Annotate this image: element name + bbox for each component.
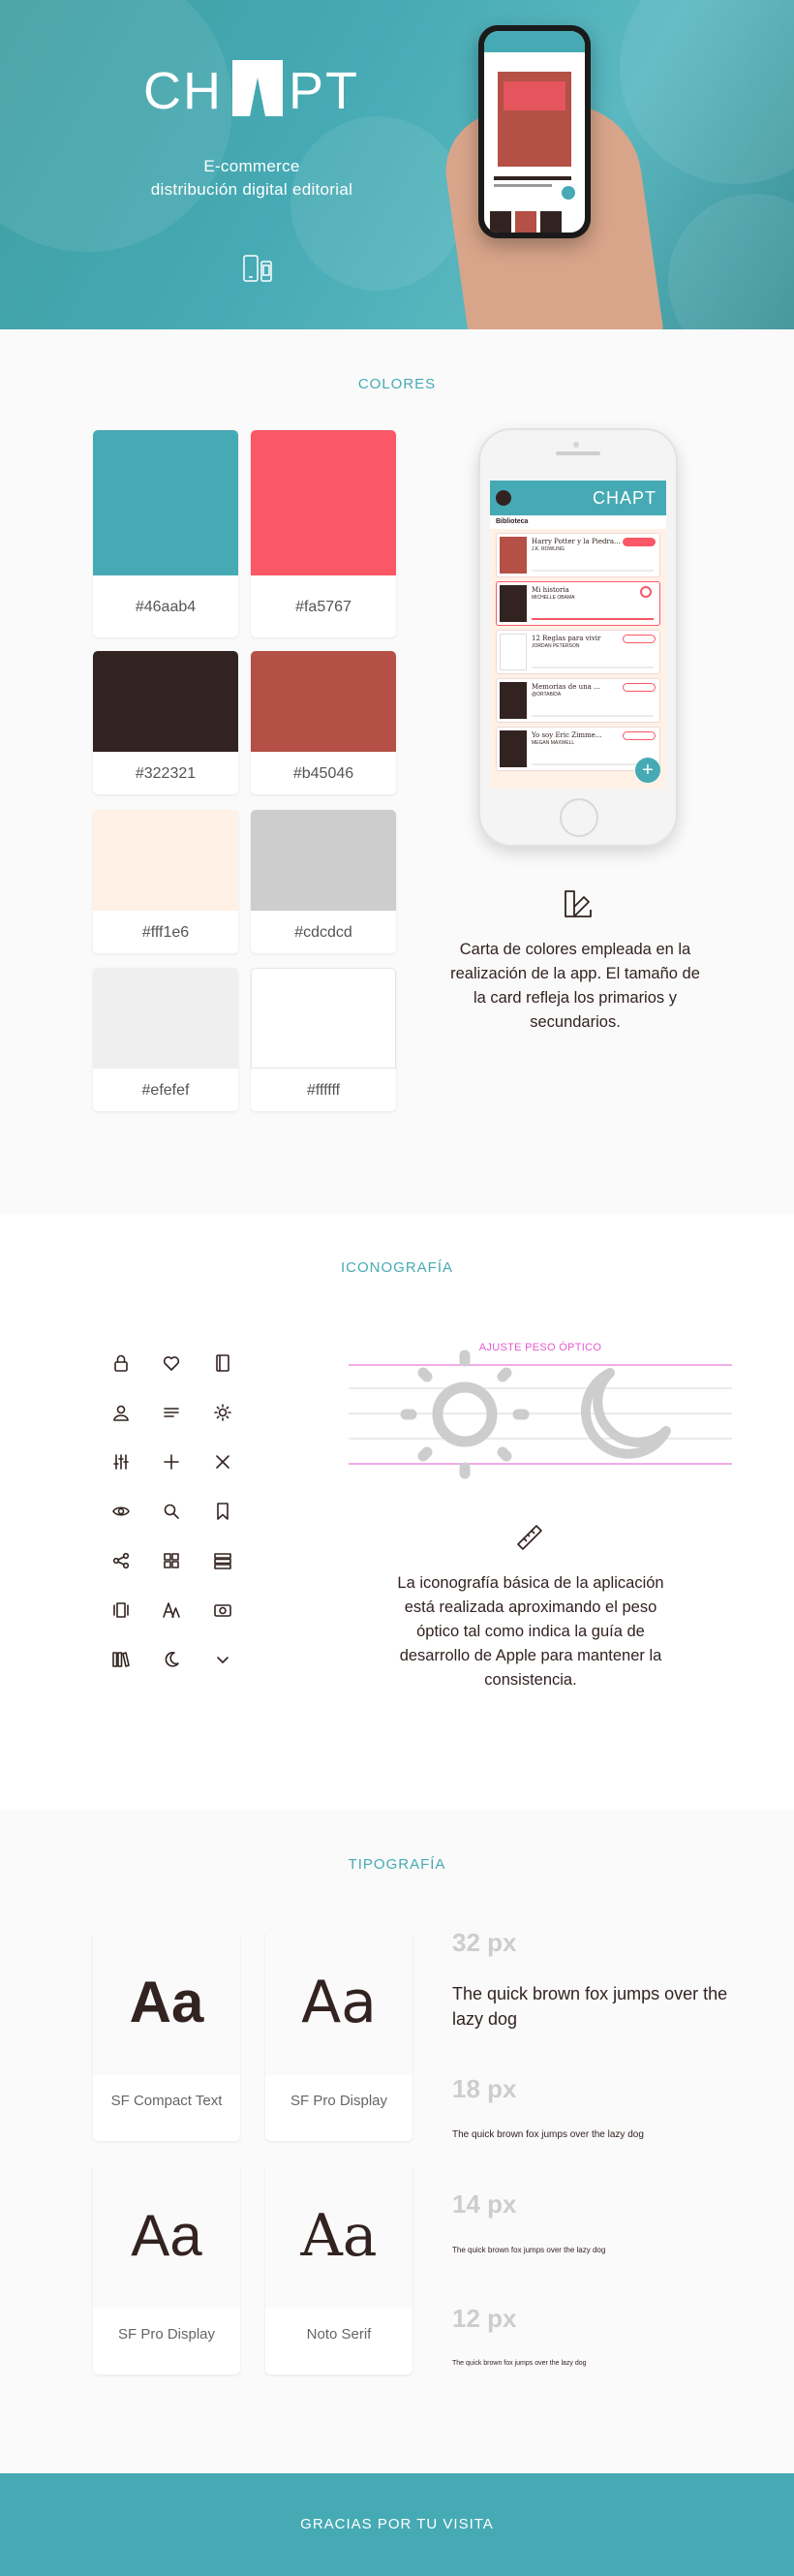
book-title: Mi historia bbox=[532, 586, 569, 594]
book-title: Harry Potter y la Piedra... bbox=[532, 538, 621, 545]
color-swatch-card bbox=[251, 430, 396, 637]
colors-section-title: COLORES bbox=[357, 376, 437, 392]
book-card[interactable] bbox=[496, 533, 660, 577]
sun-icon bbox=[406, 1355, 524, 1474]
font-sample: Aa bbox=[93, 1930, 240, 2075]
font-name: SF Pro Display bbox=[290, 2093, 388, 2109]
font-name: SF Compact Text bbox=[110, 2093, 223, 2109]
menu-icon bbox=[161, 1402, 182, 1423]
camera-icon bbox=[212, 1599, 233, 1621]
book-title: 12 Reglas para vivir bbox=[532, 635, 601, 642]
color-hex-label: #322321 bbox=[135, 765, 197, 782]
book-author: @ORTABIDA bbox=[532, 692, 562, 698]
color-hex-label: #b45046 bbox=[292, 765, 354, 782]
palette-icon bbox=[562, 887, 595, 920]
type-size-label: 18 px bbox=[452, 2074, 517, 2103]
sliders-icon bbox=[110, 1451, 132, 1473]
book-author: MICHELLE OBAMA bbox=[532, 595, 575, 601]
color-hex-label: #fa5767 bbox=[295, 599, 351, 615]
font-name: Noto Serif bbox=[306, 2326, 372, 2343]
list-icon bbox=[212, 1550, 233, 1571]
carousel-icon bbox=[110, 1599, 132, 1621]
optical-weight-guide bbox=[349, 1342, 732, 1487]
add-button[interactable]: + bbox=[635, 758, 660, 783]
hero-banner bbox=[0, 0, 794, 329]
svg-text:CH: CH bbox=[143, 62, 223, 116]
chapt-logo bbox=[143, 52, 366, 116]
book-author: J.K. ROWLING bbox=[532, 546, 565, 552]
chevron-down-icon bbox=[212, 1649, 233, 1670]
color-swatch-card bbox=[251, 810, 396, 953]
hero-tagline-2: distribución digital editorial bbox=[150, 180, 353, 199]
book-author: MEGAN MAXWELL bbox=[532, 740, 575, 746]
type-size-label: 14 px bbox=[452, 2189, 517, 2219]
type-sample-text: The quick brown fox jumps over the lazy dog bbox=[452, 2129, 644, 2140]
brightness-icon bbox=[212, 1402, 233, 1423]
color-hex-label: #cdcdcd bbox=[294, 924, 352, 941]
colors-phone-mockup bbox=[478, 428, 678, 847]
icons-section-title: ICONOGRAFÍA bbox=[340, 1259, 453, 1276]
footer-text: GRACIAS POR TU VISITA bbox=[300, 2516, 494, 2532]
app-logo: CHAPT bbox=[592, 488, 657, 508]
heart-icon bbox=[161, 1352, 182, 1374]
type-size-label: 12 px bbox=[452, 2304, 517, 2333]
lock-icon bbox=[110, 1352, 132, 1374]
book-card[interactable] bbox=[496, 630, 660, 674]
typography-section-title: TIPOGRAFÍA bbox=[348, 1856, 446, 1873]
guide-label: AJUSTE PESO ÓPTICO bbox=[478, 1342, 602, 1353]
eye-icon bbox=[110, 1501, 132, 1522]
color-hex-label: #ffffff bbox=[306, 1082, 341, 1099]
font-card bbox=[265, 1930, 412, 2141]
search-icon bbox=[161, 1501, 182, 1522]
type-sample-text: The quick brown fox jumps over the lazy dog bbox=[452, 2360, 587, 2367]
library-icon bbox=[110, 1649, 132, 1670]
font-card bbox=[265, 2163, 412, 2374]
plus-icon bbox=[161, 1451, 182, 1473]
color-swatch-card bbox=[93, 430, 238, 637]
color-swatch-card bbox=[93, 968, 238, 1111]
ruler-icon bbox=[513, 1521, 546, 1554]
font-name: SF Pro Display bbox=[117, 2326, 216, 2343]
color-swatch-card bbox=[93, 810, 238, 953]
svg-text:PT: PT bbox=[289, 62, 360, 116]
font-size-icon bbox=[161, 1599, 182, 1621]
moon-icon bbox=[161, 1649, 182, 1670]
app-library-screen bbox=[490, 481, 666, 789]
book-author: JORDAN PETERSON bbox=[532, 643, 580, 649]
book-icon bbox=[212, 1352, 233, 1374]
font-card bbox=[93, 1930, 240, 2141]
color-swatch-card bbox=[251, 968, 396, 1111]
book-title: Yo soy Eric Zimme... bbox=[532, 731, 602, 739]
library-header: Biblioteca bbox=[490, 515, 666, 529]
type-sample-text: The quick brown fox jumps over the lazy dog bbox=[452, 2246, 606, 2254]
grid-icon bbox=[161, 1550, 182, 1571]
color-hex-label: #46aab4 bbox=[135, 599, 197, 615]
devices-icon bbox=[242, 252, 273, 291]
type-sample-text: The quick brown fox jumps over the lazy dog bbox=[452, 1984, 728, 2029]
home-button bbox=[560, 798, 598, 837]
color-swatch-card bbox=[93, 651, 238, 794]
color-hex-label: #fff1e6 bbox=[141, 924, 190, 941]
color-hex-label: #efefef bbox=[141, 1082, 190, 1099]
font-sample: Aa bbox=[265, 1930, 412, 2075]
color-swatch-card bbox=[251, 651, 396, 794]
bookmark-icon bbox=[212, 1501, 233, 1522]
book-title: Memorias de una ... bbox=[532, 683, 600, 691]
book-card[interactable] bbox=[496, 678, 660, 723]
hero-tagline-1: E-commerce bbox=[203, 157, 300, 175]
share-icon bbox=[110, 1550, 132, 1571]
user-icon bbox=[110, 1402, 132, 1423]
font-sample: Aa bbox=[265, 2163, 412, 2309]
type-size-label: 32 px bbox=[452, 1928, 517, 1957]
footer bbox=[0, 2473, 794, 2576]
book-card[interactable] bbox=[496, 581, 660, 626]
icons-description: La iconografía básica de la aplicación está realizada aproximando el peso óptico tal como indica la guía de desarrollo de Apple para mantener la consistencia. bbox=[397, 1574, 664, 1689]
font-card bbox=[93, 2163, 240, 2374]
font-sample: Aa bbox=[93, 2163, 240, 2309]
colors-description: Carta de colores empleada en la realización de la app. El tamaño de la card refleja los primarios y secundarios. bbox=[450, 941, 700, 1031]
close-icon bbox=[212, 1451, 233, 1473]
hero-phone-mockup bbox=[478, 25, 591, 238]
svg-text:CHAPT: CHAPT bbox=[143, 52, 147, 53]
